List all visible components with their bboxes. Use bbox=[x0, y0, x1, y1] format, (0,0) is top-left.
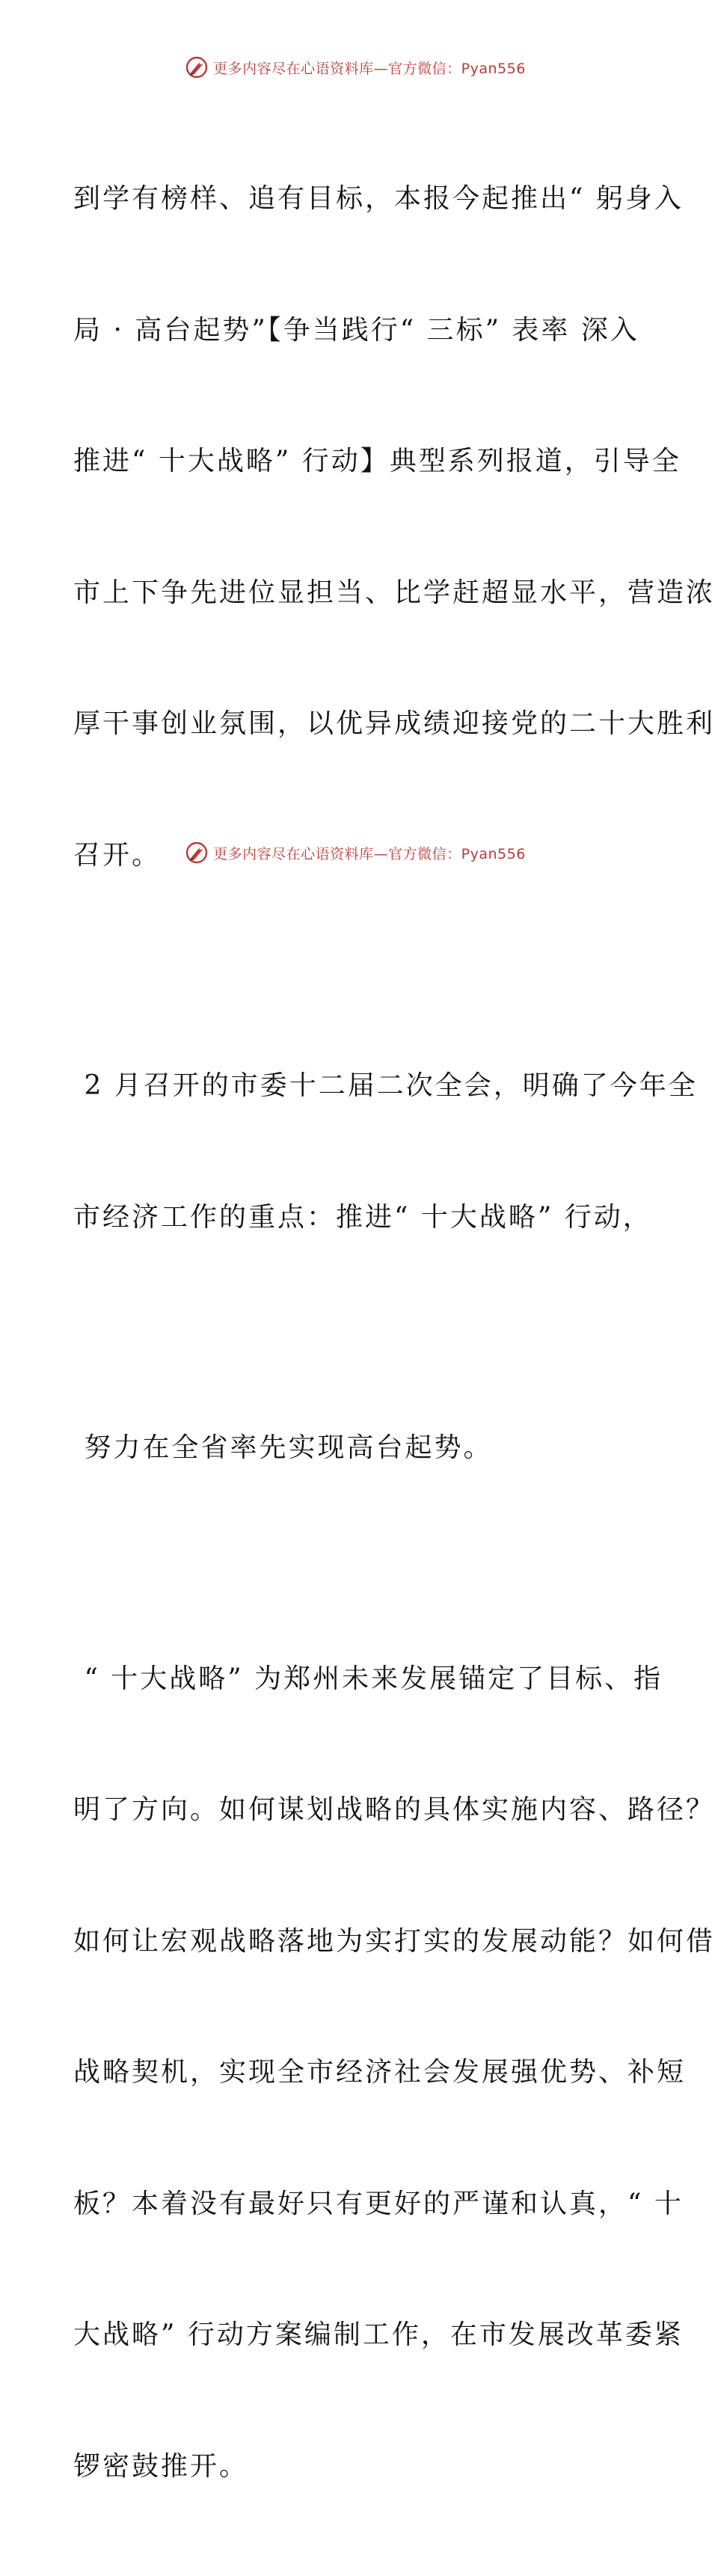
footer-banner-text: 更多内容尽在心语资料库—官方微信：Pyan556 bbox=[213, 843, 526, 863]
footer-banner bbox=[0, 838, 711, 868]
paragraph-3 bbox=[73, 1339, 642, 1558]
text-line: 推进“ 十大战略” 行动】典型系列报道，引导全 bbox=[73, 440, 642, 484]
paragraph-1 bbox=[73, 90, 642, 965]
paragraph-2 bbox=[73, 977, 642, 1327]
text-line: 市经济工作的重点：推进“ 十大战略” 行动， bbox=[73, 1196, 642, 1240]
text-line: “ 十大战略” 为郑州未来发展锚定了目标、指 bbox=[73, 1657, 642, 1702]
paragraph-4 bbox=[73, 1570, 642, 2576]
text-line: 市上下争先进位显担当、比学赶超显水平，营造浓 bbox=[73, 571, 642, 616]
text-line: 大战略” 行动方案编制工作，在市发展改革委紧 bbox=[73, 2313, 642, 2358]
text-line: 2 月召开的市委十二届二次全会，明确了今年全 bbox=[73, 1064, 642, 1108]
text-line: 锣密鼓推开。 bbox=[73, 2445, 642, 2489]
text-line: 板？本着没有最好只有更好的严谨和认真，“ 十 bbox=[73, 2183, 642, 2227]
text-line: 战略契机，实现全市经济社会发展强优势、补短 bbox=[73, 2051, 642, 2095]
pen-logo-icon bbox=[185, 55, 209, 79]
text-line: 努力在全省率先实现高台起势。 bbox=[73, 1426, 642, 1471]
document-body bbox=[73, 90, 642, 2576]
text-line: 到学有榜样、追有目标，本报今起推出“ 躬身入 bbox=[73, 177, 642, 221]
header-banner bbox=[0, 52, 711, 82]
text-line: 厚干事创业氛围，以优异成绩迎接党的二十大胜利 bbox=[73, 702, 642, 746]
header-banner-inner bbox=[185, 55, 526, 79]
pen-logo-icon bbox=[185, 841, 209, 865]
footer-banner-inner bbox=[185, 841, 526, 865]
text-line: 局 · 高台起势”【争当践行“ 三标” 表率 深入 bbox=[73, 309, 642, 353]
header-banner-text: 更多内容尽在心语资料库—官方微信：Pyan556 bbox=[213, 58, 526, 78]
text-line: 召开。 bbox=[73, 834, 642, 878]
text-line: 如何让宏观战略落地为实打实的发展动能？如何借 bbox=[73, 1920, 642, 1964]
text-line: 明了方向。如何谋划战略的具体实施内容、路径？ bbox=[73, 1788, 642, 1833]
